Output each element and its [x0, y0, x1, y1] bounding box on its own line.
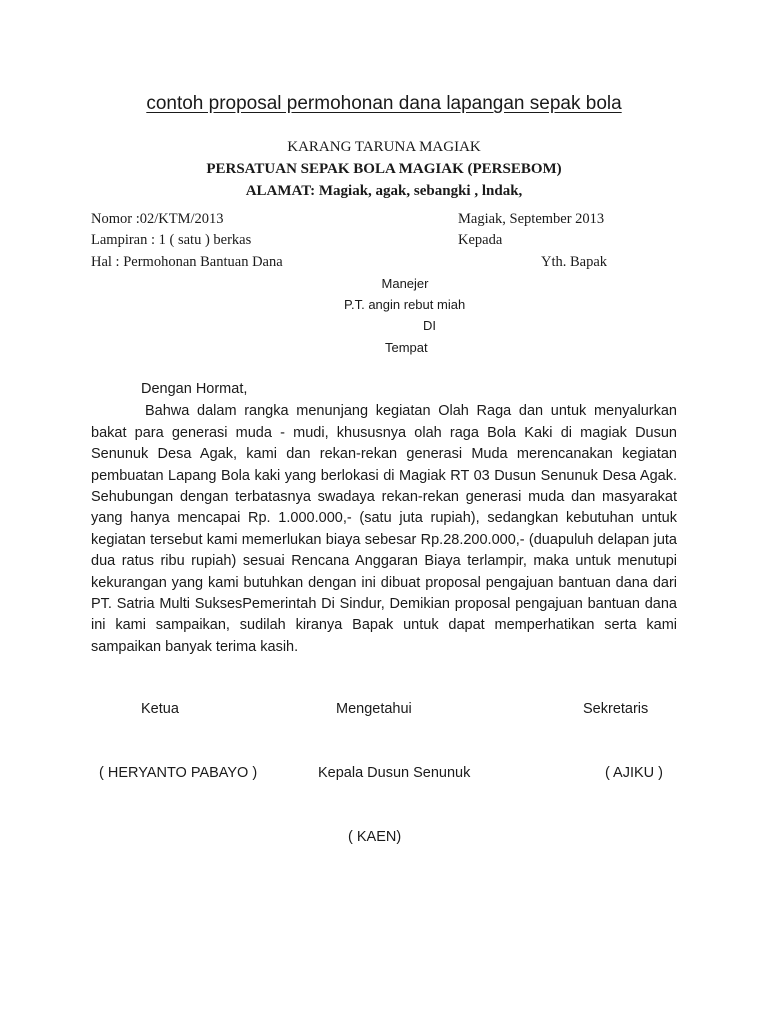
letter-date: Magiak, September 2013 [458, 211, 605, 227]
org-address: ALAMAT: Magiak, agak, sebangki , lndak, [245, 183, 523, 199]
signature-ketua-name: ( HERYANTO PABAYO ) [99, 765, 258, 781]
body-paragraph: Bahwa dalam rangka menunjang kegiatan Olah Raga dan untuk menyalurkan bakat para generasi muda - mudi, khususnya olah raga Bola Kaki di magiak Dusun Senunuk Desa Agak, kami dan rekan-rekan generasi Muda merencanakan kegiatan pembuatan Lapang Bola kaki yang berlokasi di Magiak RT 03 Dusun Senunuk Desa Agak. Sehubungan dengan terbatasnya swadaya rekan-rekan generasi muda dan masyarakat yang hanya mencapai Rp. 1.000.000,- (satu juta rupiah), sedangkan kebutuhan untuk kegiatan tersebut kami memerlukan biaya sebesar Rp.28.200.000,- (duapuluh delapan juta dua ratus ribu rupiah) sesuai Rencana Anggaran Biaya terlampir, maka untuk menutupi kekurangan yang kami butuhkan dengan ini dibuat proposal pengajuan bantuan dana dari PT. Satria Multi SuksesPemerintah Di Sindur, Demikian proposal pengajuan bantuan dana ini kami sampaikan, sudilah kiranya Bapak untuk dapat memperhatikan serta kami sampaikan banyak terima kasih. [91, 403, 677, 655]
letter-subject: Hal : Permohonan Bantuan Dana [91, 254, 283, 270]
signature-sekretaris-label: Sekretaris [583, 701, 649, 717]
org-name: KARANG TARUNA MAGIAK [287, 139, 481, 155]
recipient-title: Manejer [381, 276, 429, 291]
signature-kepala-label: Kepala Dusun Senunuk [318, 765, 471, 781]
letter-number: Nomor :02/KTM/2013 [91, 211, 224, 227]
recipient-company: P.T. angin rebut miah [344, 297, 466, 312]
signature-mengetahui-label: Mengetahui [336, 701, 412, 717]
greeting: Dengan Hormat, [141, 381, 248, 397]
org-subtitle: PERSATUAN SEPAK BOLA MAGIAK (PERSEBOM) [206, 161, 562, 177]
letter-attachment: Lampiran : 1 ( satu ) berkas [91, 232, 252, 248]
signature-kepala-name: ( KAEN) [348, 829, 402, 845]
recipient-place: Tempat [385, 340, 428, 355]
signature-sekretaris-name: ( AJIKU ) [605, 765, 664, 781]
letter-body [91, 379, 677, 658]
document-title: contoh proposal permohonan dana lapangan sepak bola [146, 93, 622, 114]
signature-ketua-label: Ketua [141, 701, 179, 717]
recipient-di: DI [423, 318, 436, 333]
letter-salutation: Yth. Bapak [541, 254, 608, 270]
letter-to-label: Kepada [458, 232, 503, 248]
